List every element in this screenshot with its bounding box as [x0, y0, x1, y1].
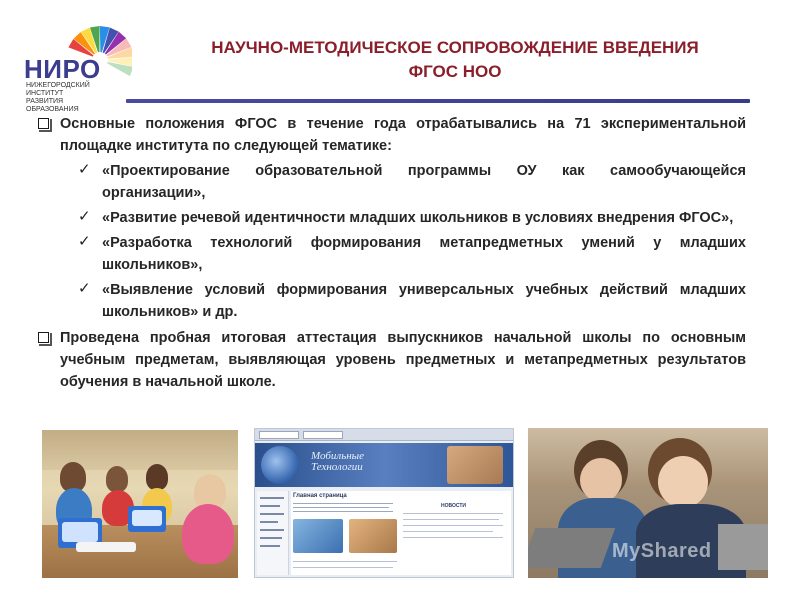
slide-title [150, 36, 760, 84]
title-divider [126, 99, 750, 103]
checkmark-icon: ✓ [78, 233, 91, 250]
website-banner [311, 451, 364, 473]
website-screenshot [254, 428, 514, 578]
bullet-paragraph [36, 327, 746, 393]
square-bullet-icon [38, 332, 49, 343]
checklist-item-text: «Проектирование образовательной программы ОУ как самообучающейся организации», [102, 163, 746, 201]
niro-logo [22, 20, 132, 115]
logo-subtitle-line: ОБРАЗОВАНИЯ [26, 106, 79, 113]
square-bullet-icon [38, 118, 49, 129]
checklist-item [36, 207, 746, 229]
checklist-item-text: «Разработка технологий формирования метапредметных умений у младших школьников», [102, 235, 746, 273]
website-page-title: Главная страница [293, 493, 347, 499]
website-banner-line: Мобильные [311, 450, 364, 462]
checklist-item [36, 232, 746, 276]
bullet-paragraph [36, 113, 746, 157]
logo-subtitle-line: ИНСТИТУТ [26, 90, 64, 97]
slide-content [36, 113, 746, 393]
logo-subtitle-line: РАЗВИТИЯ [26, 98, 64, 105]
logo-name: НИРО [24, 54, 101, 84]
checkmark-icon: ✓ [78, 161, 91, 178]
checkmark-icon: ✓ [78, 208, 91, 225]
checklist-item-text: «Развитие речевой идентичности младших школьников в условиях внедрения ФГОС», [102, 210, 734, 226]
checkmark-icon: ✓ [78, 280, 91, 297]
logo-subtitle [26, 82, 96, 114]
paragraph-text: Проведена пробная итоговая аттестация выпускников начальной школы по основным учебным предметам, выявляющая уровень предметных и метапредметных результатов обучения в начальной школе. [60, 330, 746, 390]
classroom-photo [42, 430, 238, 578]
website-news-heading: НОВОСТИ [441, 503, 467, 509]
checklist-item [36, 160, 746, 204]
logo-subtitle-line: НИЖЕГОРОДСКИЙ [26, 82, 90, 89]
paragraph-text: Основные положения ФГОС в течение года отрабатывались на 71 экспериментальной площадке института по следующей тематике: [60, 116, 746, 154]
watermark: MyShared [612, 540, 712, 562]
checklist-item-text: «Выявление условий формирования универсальных учебных действий младших школьников» и др. [102, 282, 746, 320]
slide-title-line1: НАУЧНО-МЕТОДИЧЕСКОЕ СОПРОВОЖДЕНИЕ ВВЕДЕНИЯ [211, 38, 699, 57]
slide-title-line2: ФГОС НОО [408, 62, 502, 81]
website-banner-line: Технологии [311, 461, 363, 473]
globe-icon [261, 446, 299, 484]
checklist-item [36, 279, 746, 323]
